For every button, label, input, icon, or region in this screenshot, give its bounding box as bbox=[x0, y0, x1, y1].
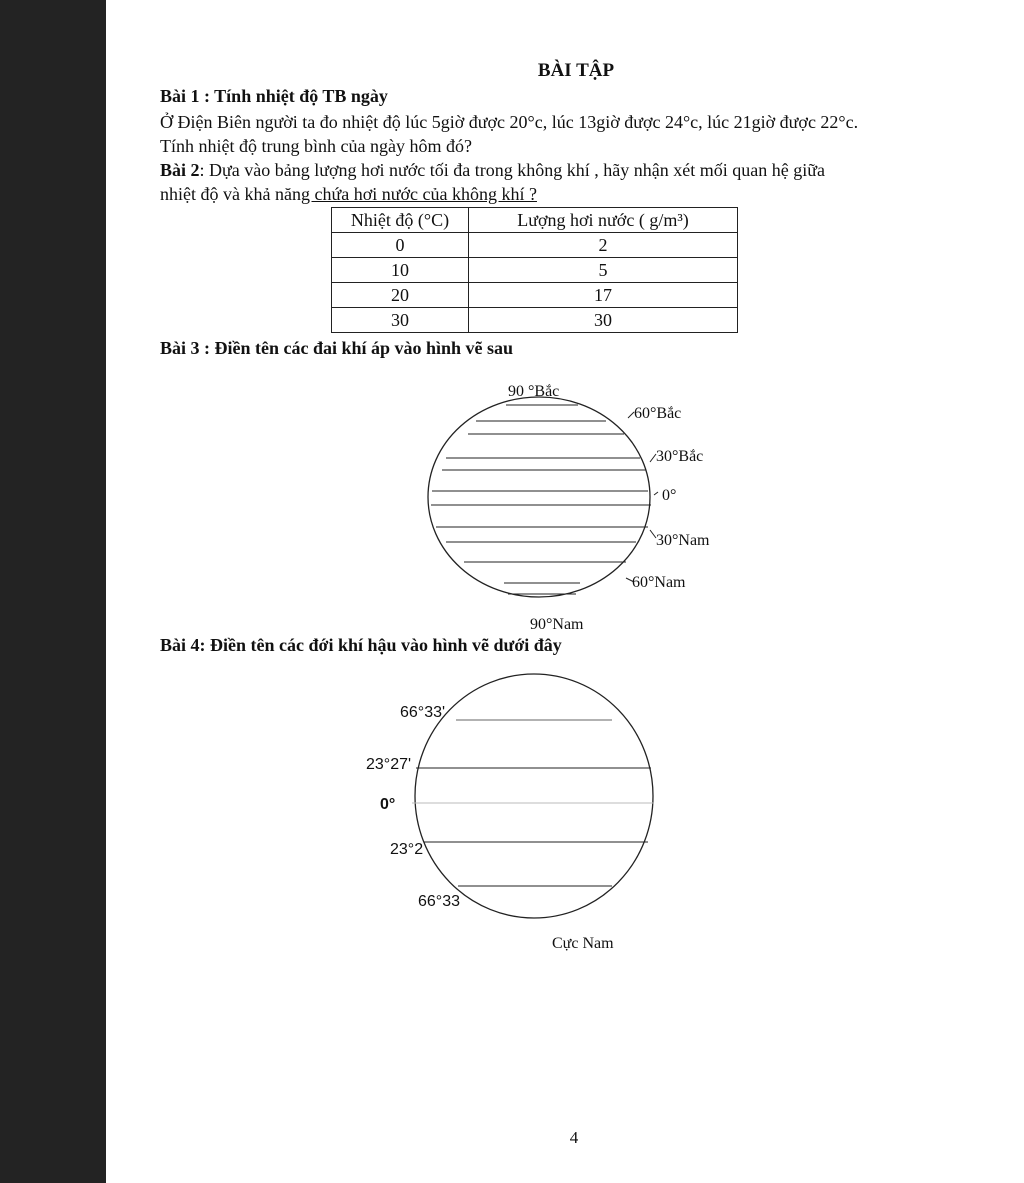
bai2-line2-plain: nhiệt độ và khả năn bbox=[160, 184, 301, 204]
label-66-33-north: 66°33' bbox=[400, 704, 446, 721]
globe-outline bbox=[428, 397, 650, 597]
bai1-text-line2: Tính nhiệt độ trung bình của ngày hôm đó? bbox=[160, 136, 472, 156]
page-title: BÀI TẬP bbox=[537, 60, 615, 81]
label-equator-zone: 0° bbox=[380, 796, 396, 813]
table-header-cell: Lượng hơi nước ( g/m³) bbox=[469, 208, 738, 233]
globe-outline bbox=[415, 674, 653, 918]
table-cell: 2 bbox=[469, 233, 738, 258]
bai2-text: : Dựa vào bảng lượng hơi nước tối đa trong không khí , hãy nhận xét mối quan hệ giữa bbox=[199, 160, 825, 180]
table-cell: 0 bbox=[332, 233, 469, 258]
bai1-text-line1: Ở Điện Biên người ta đo nhiệt độ lúc 5giờ được 20°c, lúc 13giờ được 24°c, lúc 21giờ được 22°c. bbox=[160, 112, 859, 132]
label-equator: 0° bbox=[662, 487, 677, 504]
globe-latitude-lines bbox=[412, 720, 654, 886]
table-cell: 20 bbox=[332, 283, 469, 308]
document-page bbox=[106, 0, 1024, 1183]
label-60-bac: 60°Bắc bbox=[634, 405, 682, 422]
page-number: 4 bbox=[569, 1128, 579, 1147]
bai2-line2-underlined: g chứa hơi nước của không khí ? bbox=[300, 184, 537, 204]
label-60-nam: 60°Nam bbox=[632, 574, 686, 591]
table-cell: 17 bbox=[469, 283, 738, 308]
table-cell: 10 bbox=[332, 258, 469, 283]
table-header-cell: Nhiệt độ (°C) bbox=[332, 208, 469, 233]
label-23-27-north: 23°27' bbox=[366, 756, 412, 773]
bai3-heading: Bài 3 : Điền tên các đai khí áp vào hình vẽ sau bbox=[160, 338, 514, 358]
table-cell: 30 bbox=[469, 308, 738, 333]
pressure-belt-globe bbox=[428, 383, 710, 633]
label-90-nam: 90°Nam bbox=[530, 616, 584, 633]
bai4-heading: Bài 4: Điền tên các đới khí hậu vào hình vẽ dưới đây bbox=[160, 635, 562, 655]
table-cell: 30 bbox=[332, 308, 469, 333]
globe-latitude-lines bbox=[431, 405, 651, 594]
climate-zone-globe bbox=[366, 674, 654, 952]
diagrams-layer bbox=[106, 0, 1024, 1183]
label-66-33-south: 66°33 bbox=[418, 893, 460, 910]
globe-label-ticks bbox=[626, 412, 658, 582]
bai2-label: Bài 2 bbox=[160, 160, 200, 180]
label-south-pole: Cực Nam bbox=[552, 935, 614, 952]
label-30-bac: 30°Bắc bbox=[656, 448, 704, 465]
label-30-nam: 30°Nam bbox=[656, 532, 710, 549]
label-23-27-south: 23°2 bbox=[390, 841, 424, 858]
label-90-bac: 90 °Bắc bbox=[508, 383, 560, 400]
table-cell: 5 bbox=[469, 258, 738, 283]
bai1-heading: Bài 1 : Tính nhiệt độ TB ngày bbox=[160, 86, 388, 106]
viewer-left-panel bbox=[0, 0, 106, 1183]
